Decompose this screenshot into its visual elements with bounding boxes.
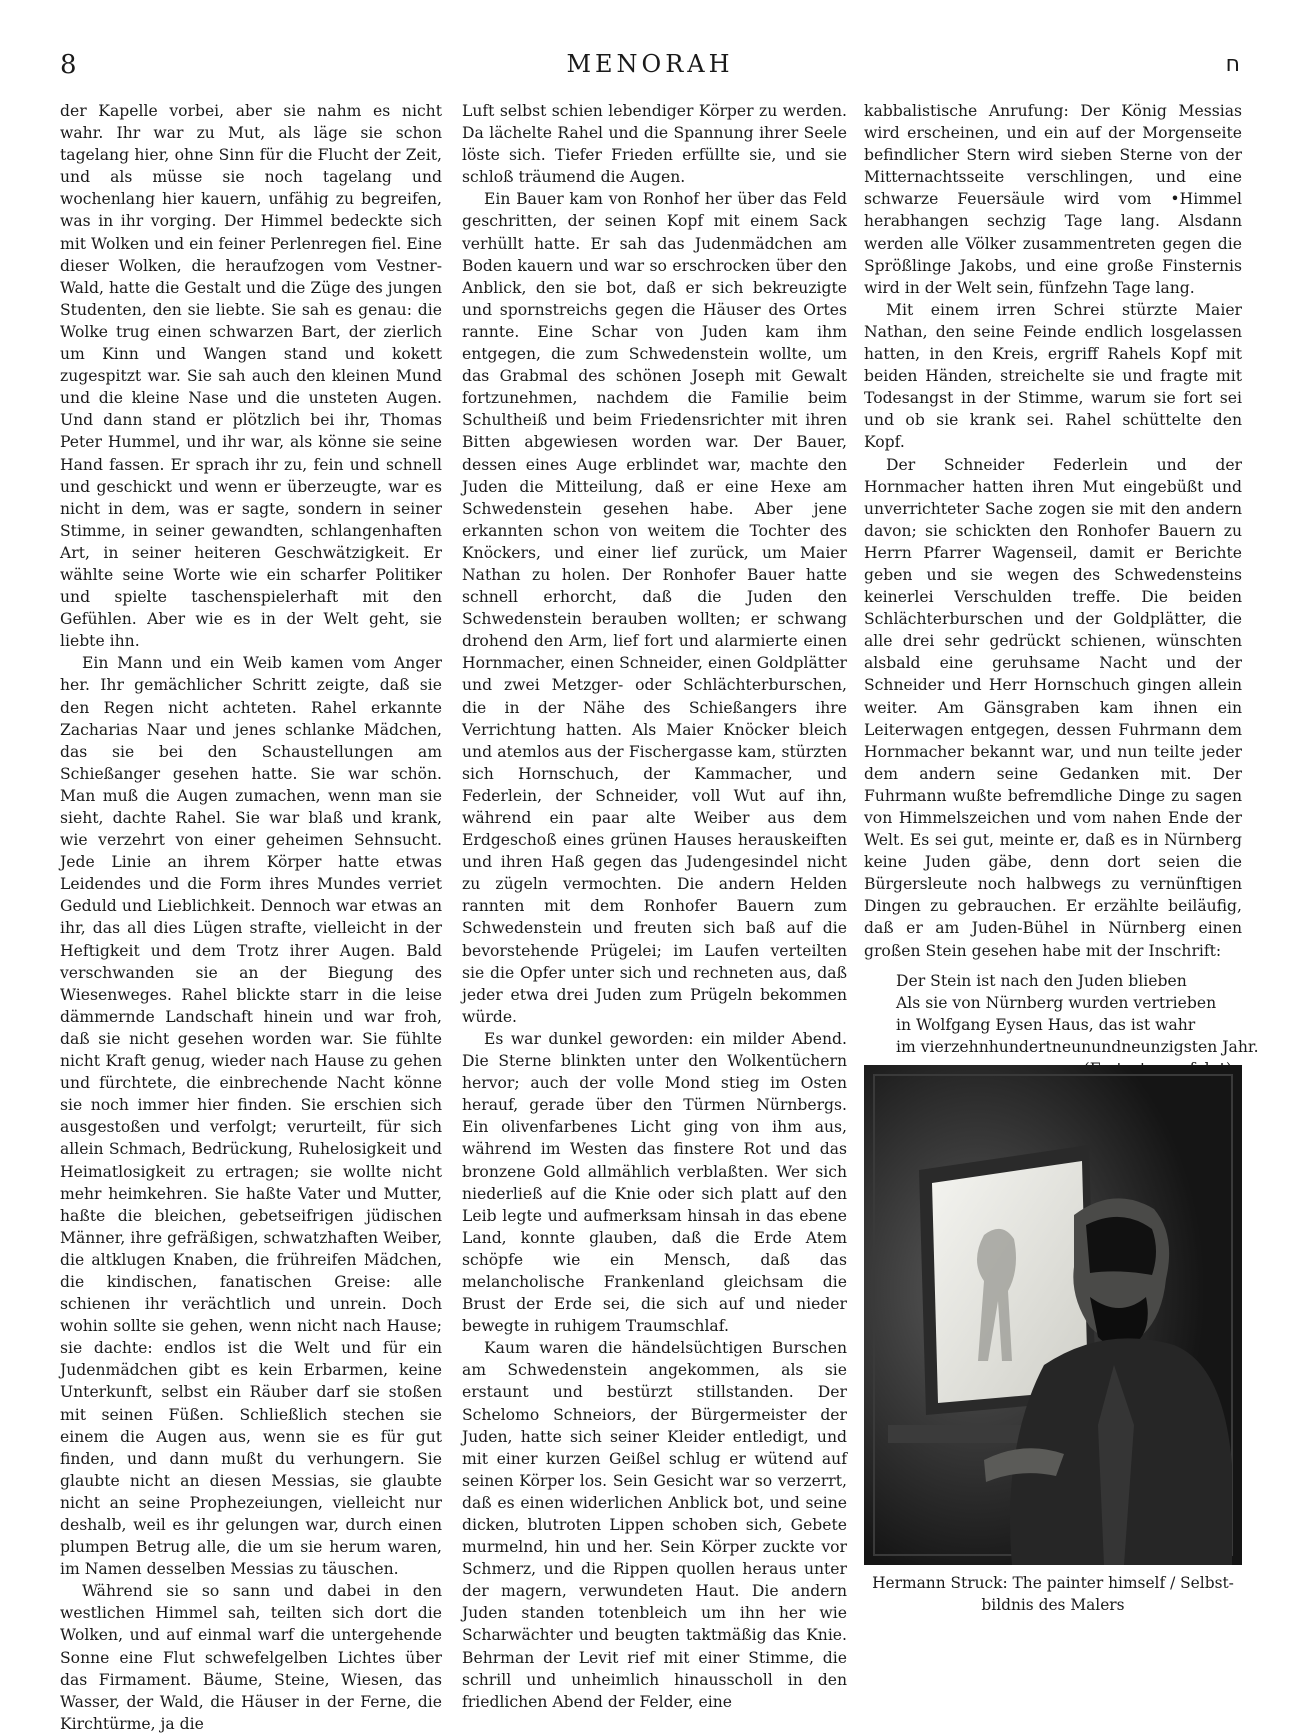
- hebrew-page-number: ח: [1225, 52, 1240, 77]
- paragraph: der Kapelle vorbei, aber sie nahm es nicht wahr. Ihr war zu Mut, als läge sie schon tagelang hier, ohne Sinn für die Flucht der Zeit, und als müsse sie noch tagelang und wochenlang hier kauern, unfähig zu begreifen, was in ihr vorging. Der Himmel bedeckte sich mit Wolken und ein feiner Perlenregen fiel. Eine dieser Wolken, die heraufzogen vom Vestner-Wald, hatte die Gestalt und die Züge des jungen Studenten, den sie liebte. Sie sah es genau: die Wolke trug einen schwarzen Bart, der zierlich um Kinn und Wangen stand und kokett zugespitzt war. Sie sah auch den kleinen Mund und die kleine Nase und die unsteten Augen. Und dann stand er plötzlich bei ihr, Thomas Peter Hummel, und ihr war, als könne sie seine Hand fassen. Er sprach ihr zu, fein und schnell und geschickt und wenn er überzeugte, war es nicht in dem, was er sagte, sondern in seiner Stimme, in seiner gewandten, schlangenhaften Art, in seiner heiteren Geschwätzigkeit. Er wählte seine Worte wie ein scharfer Politiker und spielte taschenspielerhaft mit den Gefühlen. Aber wie es in der Welt geht, sie liebte ihn.: [60, 102, 442, 651]
- self-portrait-photo: [864, 1065, 1242, 1565]
- inscription-verse: [896, 970, 1259, 1080]
- verse-line: in Wolfgang Eysen Haus, das ist wahr: [896, 1015, 1196, 1034]
- portrait-illustration: [864, 1065, 1242, 1565]
- figure-caption: [864, 1572, 1242, 1616]
- verse-line: im vierzehnhundertneunundneunzigsten Jahr.: [896, 1037, 1259, 1056]
- text-column-2: [462, 100, 847, 1713]
- paragraph: kabbalistische Anrufung: Der König Messias wird erscheinen, und ein auf der Morgenseite befindlicher Stern wird sieben Sterne von der Mitternachtsseite verschlingen, und eine schwarze Feuersäule wird vom •Himmel herabhangen sechzig Tage lang. Alsdann werden alle Völker zusammentreten gegen die Sprößlinge Jakobs, und eine große Finsternis wird in der Welt sein, fünfzehn Tage lang.: [864, 102, 1242, 297]
- journal-title: MENORAH: [566, 50, 734, 78]
- text-column-3: [864, 100, 1259, 1080]
- verse-line: Der Stein ist nach den Juden blieben: [896, 971, 1187, 990]
- page-number: 8: [60, 50, 77, 80]
- page-header: [60, 50, 1240, 86]
- paragraph: Ein Mann und ein Weib kamen vom Anger her. Ihr gemächlicher Schritt zeigte, daß sie den Regen nicht achteten. Rahel erkannte Zacharias Naar und jenes schlanke Mädchen, das sie bei den Schaustellungen am Schießanger gesehen hatte. Sie war schön. Man muß die Augen zumachen, wenn man sie sieht, dachte Rahel. Sie war blaß und krank, wie verzehrt von einer geheimen Sehnsucht. Jede Linie an ihrem Körper hatte etwas Leidendes und die Form ihres Mundes verriet Geduld und Lieblichkeit. Dennoch war etwas an ihr, das all dies Lügen strafte, vielleicht in der Heftigkeit und dem Trotz ihrer Augen. Bald verschwanden sie an der Biegung des Wiesenweges. Rahel blickte starr in die leise dämmernde Landschaft hinein und war froh, daß sie nicht gesehen worden war. Sie fühlte nicht Kraft genug, wieder nach Hause zu gehen und fürchtete, die einbrechende Nacht könne sie noch immer hier finden. Sie erschien sich ausgestoßen und verfolgt; verurteilt, für sich allein Schmach, Bedrückung, Ruhelosigkeit und Heimatlosigkeit zu ertragen; sie wollte nicht mehr heimkehren. Sie haßte Vater und Mutter, haßte die bleichen, gebetseifrigen jüdischen Männer, ihre gefräßigen, schwatzhaften Weiber, die altklugen Knaben, die frühreifen Mädchen, die kindischen, fanatischen Greise: alle schienen ihr verächtlich und unrein. Doch wohin sollte sie gehen, wenn nicht nach Hause; sie dachte: endlos ist die Welt und für ein Judenmädchen gibt es kein Erbarmen, keine Unterkunft, selbst ein Räuber darf sie stoßen mit seinen Füßen. Schließlich stechen sie einem die Augen aus, wenn sie es für gut finden, und dann mußt du verhungern. Sie glaubte nicht an diesen Messias, sie glaubte nicht an seine Prophezeiungen, vielleicht nur deshalb, weil es ihr gelungen war, durch einen plumpen Betrug alle, die um sie herum waren, im Namen desselben Messias zu täuschen.: [60, 654, 442, 1579]
- paragraph: Ein Bauer kam von Ronhof her über das Feld geschritten, der seinen Kopf mit einem Sack verhüllt hatte. Er sah das Judenmädchen am Boden kauern und war so erschrocken über den Anblick, den sie bot, daß er sich bekreuzigte und spornstreichs gegen die Häuser des Ortes rannte. Eine Schar von Juden kam ihm entgegen, die zum Schwedenstein wollte, um das Grabmal des schönen Joseph mit Gewalt fortzunehmen, nachdem die Familie beim Schultheiß und beim Friedensrichter mit ihren Bitten abgewiesen worden war. Der Bauer, dessen eines Auge erblindet war, machte den Juden die Mitteilung, daß er eine Hexe am Schwedenstein gesehen habe. Aber jene erkannten schon von weitem die Tochter des Knöckers, und einer lief zurück, um Maier Nathan zu holen. Der Ronhofer Bauer hatte schnell erhorcht, daß die Juden den Schwedenstein berauben wollten; er schwang drohend den Arm, lief fort und alarmierte einen Hornmacher, einen Schneider, einen Goldplätter und zwei Metzger- oder Schlächterburschen, die in der Nähe des Schießangers ihre Verrichtung hatten. Als Maier Knöcker bleich und atemlos aus der Fischergasse kam, stürzten sich Hornschuch, der Kammacher, und Federlein, der Schneider, voll Wut auf ihn, während ein paar alte Weiber aus dem Erdgeschoß eines grünen Hauses herauskeiften und ihren Haß gegen das Judengesindel nicht zu zügeln vermochten. Die andern Helden rannten mit dem Ronhofer Bauern zum Schwedenstein und freuten sich baß auf die bevorstehende Prügelei; im Laufen verteilten sie die Opfer unter sich und rechneten aus, daß jeder etwa drei Juden zum Prügeln bekommen würde.: [462, 190, 847, 1026]
- caption-line: Hermann Struck: The painter himself / Selbst-: [872, 1574, 1234, 1592]
- paragraph: Während sie so sann und dabei in den westlichen Himmel sah, teilten sich dort die Wolken, und auf einmal warf die untergehende Sonne eine Flut schwefelgelben Lichtes über das Firmament. Bäume, Steine, Wiesen, das Wasser, der Wald, die Häuser in der Ferne, die Kirchtürme, ja die: [60, 1582, 442, 1733]
- caption-line: bildnis des Malers: [981, 1596, 1125, 1614]
- paragraph: Luft selbst schien lebendiger Körper zu werden. Da lächelte Rahel und die Spannung ihrer Seele löste sich. Tiefer Frieden erfüllte sie, und sie schloß träumend die Augen.: [462, 102, 847, 187]
- paragraph: Mit einem irren Schrei stürzte Maier Nathan, den seine Feinde endlich losgelassen hatten, in den Kreis, ergriff Rahels Kopf mit beiden Händen, streichelte sie und fragte mit Todesangst in der Stimme, warum sie fort sei und ob sie krank sei. Rahel schüttelte den Kopf.: [864, 300, 1242, 452]
- text-column-1: [60, 100, 442, 1735]
- paragraph: Es war dunkel geworden: ein milder Abend. Die Sterne blinkten unter den Wolkentüchern hervor; auch der volle Mond stieg im Osten herauf, gerade über den Türmen Nürnbergs. Ein olivenfarbenes Licht ging von ihm aus, während im Westen das finstere Rot und das bronzene Gold allmählich verblaßten. Wer sich niederließ auf die Knie oder sich platt auf den Leib legte und aufmerksam hinsah in das ebene Land, konnte glauben, daß die Erde Atem schöpfe wie ein Mensch, daß das melancholische Frankenland gleichsam die Brust der Erde sei, die sich auf und nieder bewegte in ruhigem Traumschlaf.: [462, 1029, 847, 1336]
- verse-line: Als sie von Nürnberg wurden vertrieben: [896, 993, 1217, 1012]
- paragraph: Kaum waren die händelsüchtigen Burschen am Schwedenstein angekommen, als sie erstaunt und bestürzt stillstanden. Der Schelomo Schneiors, der Bürgermeister der Juden, hatte sich seiner Kleider entledigt, und mit einer kurzen Geißel schlug er wütend auf seinen Körper los. Sein Gesicht war so verzerrt, daß es einen widerlichen Anblick bot, und seine dicken, blutroten Lippen schoben sich, Gebete murmelnd, hin und her. Sein Körper zuckte vor Schmerz, und die Rippen quollen heraus unter der magern, verwundeten Haut. Die andern Juden standen totenbleich um ihn her wie Scharwächter und beugten taktmäßig das Knie. Behrman der Levit rief mit einer Stimme, die schrill und unheimlich hinausscholl in den friedlichen Abend der Felder, eine: [462, 1339, 847, 1711]
- paragraph: Der Schneider Federlein und der Hornmacher hatten ihren Mut eingebüßt und unverrichteter Sache zogen sie mit den andern davon; sie schickten den Ronhofer Bauern zu Herrn Pfarrer Wagenseil, damit er Berichte geben und sie wegen des Schwedensteins keinerlei Verschulden treffe. Die beiden Schlächterburschen und der Goldplätter, die alle drei sehr gedrückt schienen, wünschten alsbald eine geruhsame Nacht und der Schneider und Herr Hornschuch gingen allein weiter. Am Gänsgraben kam ihnen ein Leiterwagen entgegen, dessen Fuhrmann dem Hornmacher bekannt war, und nun teilte jeder dem andern seine Gedanken mit. Der Fuhrmann wußte befremdliche Dinge zu sagen von Himmelszeichen und vom nahen Ende der Welt. Es sei gut, meinte er, daß es in Nürnberg keine Juden gäbe, denn dort seien die Bürgersleute noch halbwegs zu vernünftigen Dingen zu gebrauchen. Er erzählte beiläufig, daß er am Juden-Bühel in Nürnberg einen großen Stein gesehen habe mit der Inschrift:: [864, 455, 1242, 960]
